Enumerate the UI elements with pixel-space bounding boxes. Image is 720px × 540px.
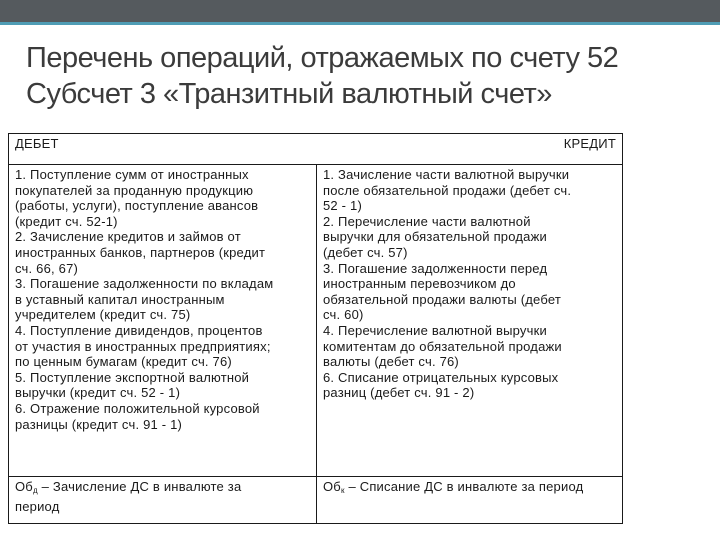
credit-line: обязательной продажи валюты (дебет bbox=[323, 291, 561, 307]
title-line-2: Субсчет 3 «Транзитный валютный счет» bbox=[26, 78, 552, 110]
credit-line: валюты (дебет сч. 76) bbox=[323, 354, 459, 370]
page-title bbox=[26, 40, 706, 112]
account-table bbox=[8, 133, 623, 524]
credit-line: сч. 60) bbox=[323, 307, 364, 323]
debit-line: в уставный капитал иностранным bbox=[15, 291, 225, 307]
accent-line bbox=[0, 22, 720, 25]
debit-footer bbox=[9, 477, 317, 524]
credit-line: (дебет сч. 57) bbox=[323, 244, 408, 260]
credit-line: 1. Зачисление части валютной выручки bbox=[323, 167, 570, 182]
credit-line: выручки для обязательной продажи bbox=[323, 229, 547, 245]
debit-footer-prefix: Об bbox=[15, 479, 33, 494]
credit-line: иностранным перевозчиком до bbox=[323, 276, 516, 292]
debit-line: 1. Поступление сумм от иностранных bbox=[15, 167, 249, 182]
credit-line: разниц (дебет сч. 91 - 2) bbox=[323, 385, 475, 401]
credit-footer-prefix: Об bbox=[323, 479, 341, 494]
credit-line: комитентам до обязательной продажи bbox=[323, 338, 562, 354]
debit-line: 5. Поступление экспортной валютной bbox=[15, 369, 250, 385]
credit-line: 6. Списание отрицательных курсовых bbox=[323, 369, 559, 385]
debit-line: 6. Отражение положительной курсовой bbox=[15, 400, 260, 416]
debit-line: иностранных банков, партнеров (кредит bbox=[15, 244, 266, 260]
credit-line: после обязательной продажи (дебет сч. bbox=[323, 182, 572, 198]
debit-line: выручки (кредит сч. 52 - 1) bbox=[15, 385, 181, 401]
debit-cell bbox=[9, 165, 317, 477]
credit-line: 4. Перечисление валютной выручки bbox=[323, 322, 547, 338]
credit-cell bbox=[317, 165, 623, 477]
debit-line: по ценным бумагам (кредит сч. 76) bbox=[15, 354, 232, 370]
debit-line: 4. Поступление дивидендов, процентов bbox=[15, 322, 263, 338]
credit-line: 52 - 1) bbox=[323, 198, 362, 214]
debit-line: покупателей за проданную продукцию bbox=[15, 182, 254, 198]
credit-header: КРЕДИТ bbox=[563, 136, 616, 151]
credit-line: 2. Перечисление части валютной bbox=[323, 213, 531, 229]
credit-footer-sub: к bbox=[340, 486, 345, 495]
debit-line: 2. Зачисление кредитов и займов от bbox=[15, 229, 241, 245]
debit-footer-text-2: период bbox=[15, 498, 60, 514]
title-line-1: Перечень операций, отражаемых по счету 52 bbox=[26, 42, 619, 74]
debit-footer-sub: д bbox=[32, 486, 38, 495]
credit-footer-text: – Списание ДС в инвалюте за период bbox=[348, 479, 584, 494]
debit-header: ДЕБЕТ bbox=[15, 136, 59, 151]
debit-line: разницы (кредит сч. 91 - 1) bbox=[15, 416, 183, 432]
header-row bbox=[9, 134, 623, 165]
debit-line: (работы, услуги), поступление авансов bbox=[15, 198, 259, 214]
debit-line: 3. Погашение задолженности по вкладам bbox=[15, 276, 274, 292]
credit-line: 3. Погашение задолженности перед bbox=[323, 260, 548, 276]
debit-line: от участия в иностранных предприятиях; bbox=[15, 338, 271, 354]
debit-footer-text: – Зачисление ДС в инвалюте за bbox=[41, 479, 242, 494]
credit-footer bbox=[317, 477, 623, 524]
debit-line: (кредит сч. 52-1) bbox=[15, 213, 118, 229]
debit-line: учредителем (кредит сч. 75) bbox=[15, 307, 191, 323]
top-bar bbox=[0, 0, 720, 22]
debit-line: сч. 66, 67) bbox=[15, 260, 79, 276]
